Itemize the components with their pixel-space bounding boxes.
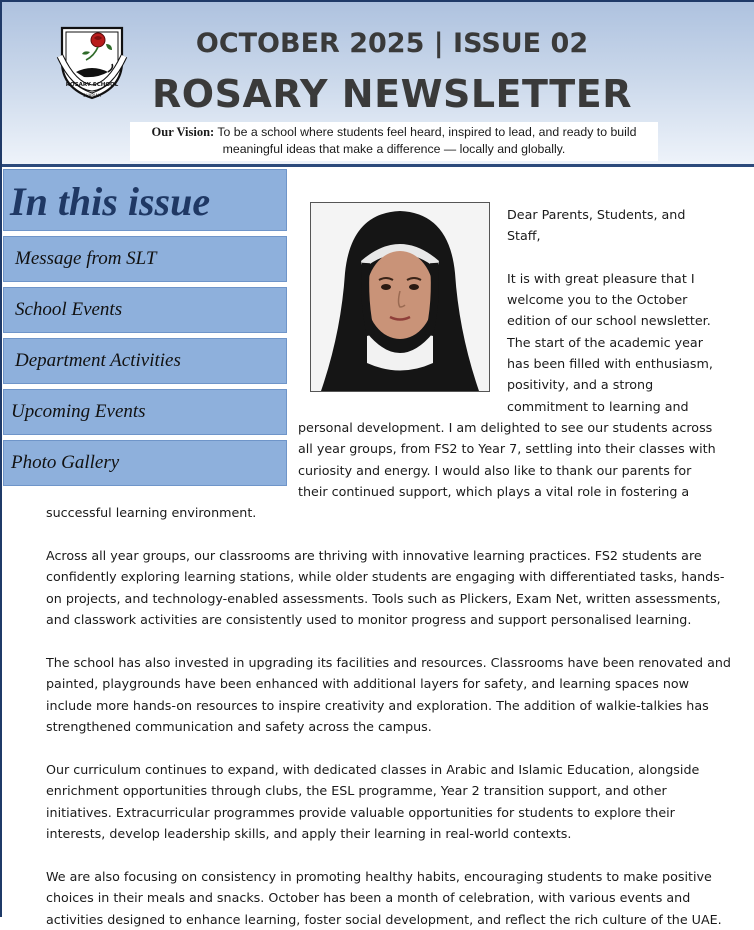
para3-line: painted, playgrounds have been enhanced with additional layers for safety, and learning spaces now <box>46 676 690 692</box>
para1-line: personal development. I am delighted to see our students across <box>298 420 713 435</box>
toc-item-message-from-slt[interactable]: Message from SLT <box>3 236 287 282</box>
para1-line: edition of our school newsletter. <box>507 313 711 329</box>
paragraph-facilities <box>46 652 731 737</box>
in-this-issue-sidebar <box>3 169 287 486</box>
paragraph-classrooms <box>46 545 725 630</box>
vision-label: Our Vision: <box>151 125 215 139</box>
para2-line: and classwork activities are consistently used to monitor progress and support personalised learning. <box>46 611 692 627</box>
para1-line: commitment to learning and <box>507 398 689 414</box>
greeting-line-1: Dear Parents, Students, and <box>507 207 686 222</box>
toc-item-school-events[interactable]: School Events <box>3 287 287 333</box>
toc-item-upcoming-events[interactable]: Upcoming Events <box>3 389 287 435</box>
logo-wordmark: ROSARY SCHOOL <box>65 82 119 88</box>
toc-item-department-activities[interactable]: Department Activities <box>3 338 287 384</box>
para5-line: We are also focusing on consistency in promoting healthy habits, encouraging students to make positive <box>46 869 712 884</box>
para1-line: It is with great pleasure that I <box>507 270 695 286</box>
para3-line: strengthened communication and safety across the campus. <box>46 718 432 734</box>
para5-line: choices in their meals and snacks. October has been a month of celebration, with various events and <box>46 890 691 906</box>
newsletter-title: ROSARY NEWSLETTER <box>152 72 632 116</box>
letter-right-column <box>507 204 717 417</box>
greeting-line-2: Staff, <box>507 228 541 244</box>
para1-line: has been filled with enthusiasm, <box>507 356 713 372</box>
vision-statement <box>130 122 658 161</box>
paragraph-curriculum <box>46 759 716 844</box>
issue-line: OCTOBER 2025 | ISSUE 02 <box>195 28 589 59</box>
para1-line: all year groups, from FS2 to Year 7, settling into their classes with <box>298 441 716 457</box>
para2-line: Across all year groups, our classrooms are thriving with innovative learning practices. FS2 students are <box>46 548 702 563</box>
para2-line: confidently exploring learning stations, while older students are engaging with differentiated tasks, hands- <box>46 569 725 585</box>
para1-line: successful learning environment. <box>46 505 257 520</box>
vision-text-line-1: To be a school where students feel heard, inspired to lead, and ready to build <box>214 125 637 139</box>
vision-text-line-2: meaningful ideas that make a difference — locally and globally. <box>222 142 566 156</box>
para2-line: on projects, and technology-enabled assessments. Tools such as Plickers, Exam Net, written assessments, <box>46 590 721 606</box>
toc-item-photo-gallery[interactable]: Photo Gallery <box>3 440 287 486</box>
toc-heading: In this issue <box>3 169 287 231</box>
paragraph-healthy-habits <box>46 866 722 930</box>
para4-line: interests, develop leadership skills, and apply their learning in real-world contexts. <box>46 825 572 841</box>
para3-line: The school has also invested in upgrading its facilities and resources. Classrooms have been renovated and <box>46 655 731 670</box>
para1-line: The start of the academic year <box>507 334 703 350</box>
portrait-illustration <box>311 203 489 391</box>
para5-line: activities designed to enhance learning, foster social development, and reflect the rich culture of the UAE. <box>46 911 722 927</box>
newsletter-header <box>2 2 754 167</box>
letter-wide-section <box>298 417 718 502</box>
para4-line: enrichment opportunities through clubs, the ESL programme, Year 2 transition support, and other <box>46 783 667 799</box>
para4-line: Our curriculum continues to expand, with dedicated classes in Arabic and Islamic Education, alongside <box>46 762 700 777</box>
para3-line: include more hands-on resources to inspire creativity and exploration. The addition of walkie-talkies has <box>46 697 709 713</box>
para1-line: positivity, and a strong <box>507 377 654 393</box>
para1-line: welcome you to the October <box>507 292 688 308</box>
para1-line: their continued support, which plays a vital role in fostering a <box>298 483 690 499</box>
letter-full-width <box>46 502 716 523</box>
para4-line: initiatives. Extracurricular programmes provide valuable opportunities for students to explore their <box>46 804 675 820</box>
principal-portrait <box>310 202 490 392</box>
school-crest-logo <box>54 22 130 100</box>
logo-subtext: SHARJAH <box>83 93 101 98</box>
blank-line <box>507 247 717 268</box>
para1-line: curiosity and energy. I would also like to thank our parents for <box>298 462 692 478</box>
